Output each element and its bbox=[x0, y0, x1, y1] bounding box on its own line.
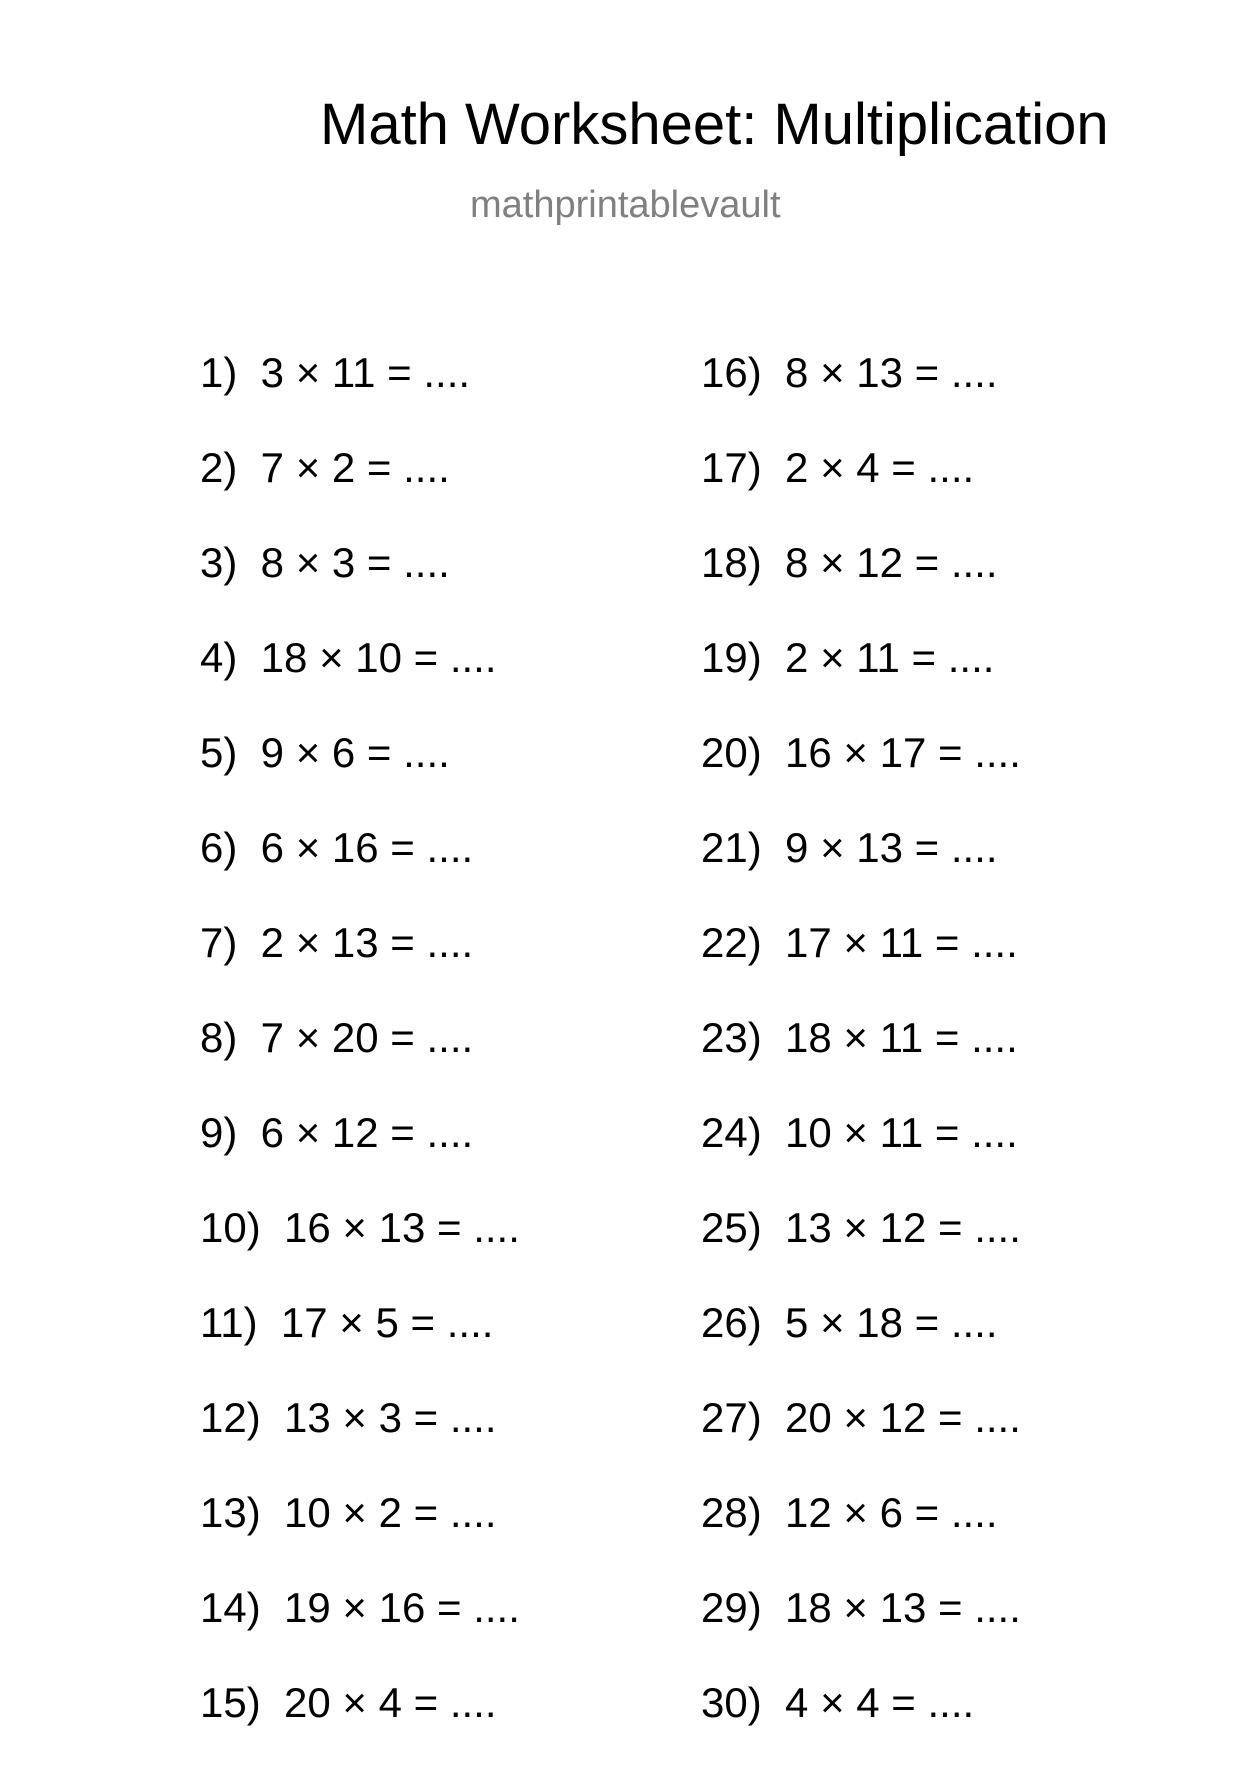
problem-25: 25) 13 × 12 = .... bbox=[701, 1204, 1021, 1251]
problems-left-column bbox=[200, 349, 520, 1777]
problem-15: 15) 20 × 4 = .... bbox=[200, 1679, 497, 1726]
problem-7: 7) 2 × 13 = .... bbox=[200, 919, 474, 966]
problem-6: 6) 6 × 16 = .... bbox=[200, 824, 474, 871]
problems-right-column bbox=[701, 349, 1021, 1777]
problem-2: 2) 7 × 2 = .... bbox=[200, 444, 450, 491]
problem-17: 17) 2 × 4 = .... bbox=[701, 444, 975, 491]
problem-13: 13) 10 × 2 = .... bbox=[200, 1489, 497, 1536]
problem-20: 20) 16 × 17 = .... bbox=[701, 729, 1021, 776]
problem-3: 3) 8 × 3 = .... bbox=[200, 539, 450, 586]
problem-27: 27) 20 × 12 = .... bbox=[701, 1394, 1021, 1441]
problem-22: 22) 17 × 11 = .... bbox=[701, 919, 1018, 966]
problem-24: 24) 10 × 11 = .... bbox=[701, 1109, 1018, 1156]
problem-19: 19) 2 × 11 = .... bbox=[701, 634, 995, 681]
problem-8: 8) 7 × 20 = .... bbox=[200, 1014, 474, 1061]
problem-26: 26) 5 × 18 = .... bbox=[701, 1299, 998, 1346]
problem-10: 10) 16 × 13 = .... bbox=[200, 1204, 520, 1251]
problem-30: 30) 4 × 4 = .... bbox=[701, 1679, 975, 1726]
problem-21: 21) 9 × 13 = .... bbox=[701, 824, 998, 871]
problem-16: 16) 8 × 13 = .... bbox=[701, 349, 998, 396]
worksheet-title: Math Worksheet: Multiplication bbox=[320, 92, 1109, 157]
problem-29: 29) 18 × 13 = .... bbox=[701, 1584, 1021, 1631]
problem-5: 5) 9 × 6 = .... bbox=[200, 729, 450, 776]
problem-28: 28) 12 × 6 = .... bbox=[701, 1489, 998, 1536]
problem-4: 4) 18 × 10 = .... bbox=[200, 634, 497, 681]
problem-1: 1) 3 × 11 = .... bbox=[200, 349, 471, 396]
problem-14: 14) 19 × 16 = .... bbox=[200, 1584, 520, 1631]
problem-11: 11) 17 × 5 = .... bbox=[200, 1299, 494, 1346]
problem-23: 23) 18 × 11 = .... bbox=[701, 1014, 1018, 1061]
problem-12: 12) 13 × 3 = .... bbox=[200, 1394, 497, 1441]
problem-18: 18) 8 × 12 = .... bbox=[701, 539, 998, 586]
problem-9: 9) 6 × 12 = .... bbox=[200, 1109, 474, 1156]
worksheet-subtitle: mathprintablevault bbox=[470, 184, 781, 226]
